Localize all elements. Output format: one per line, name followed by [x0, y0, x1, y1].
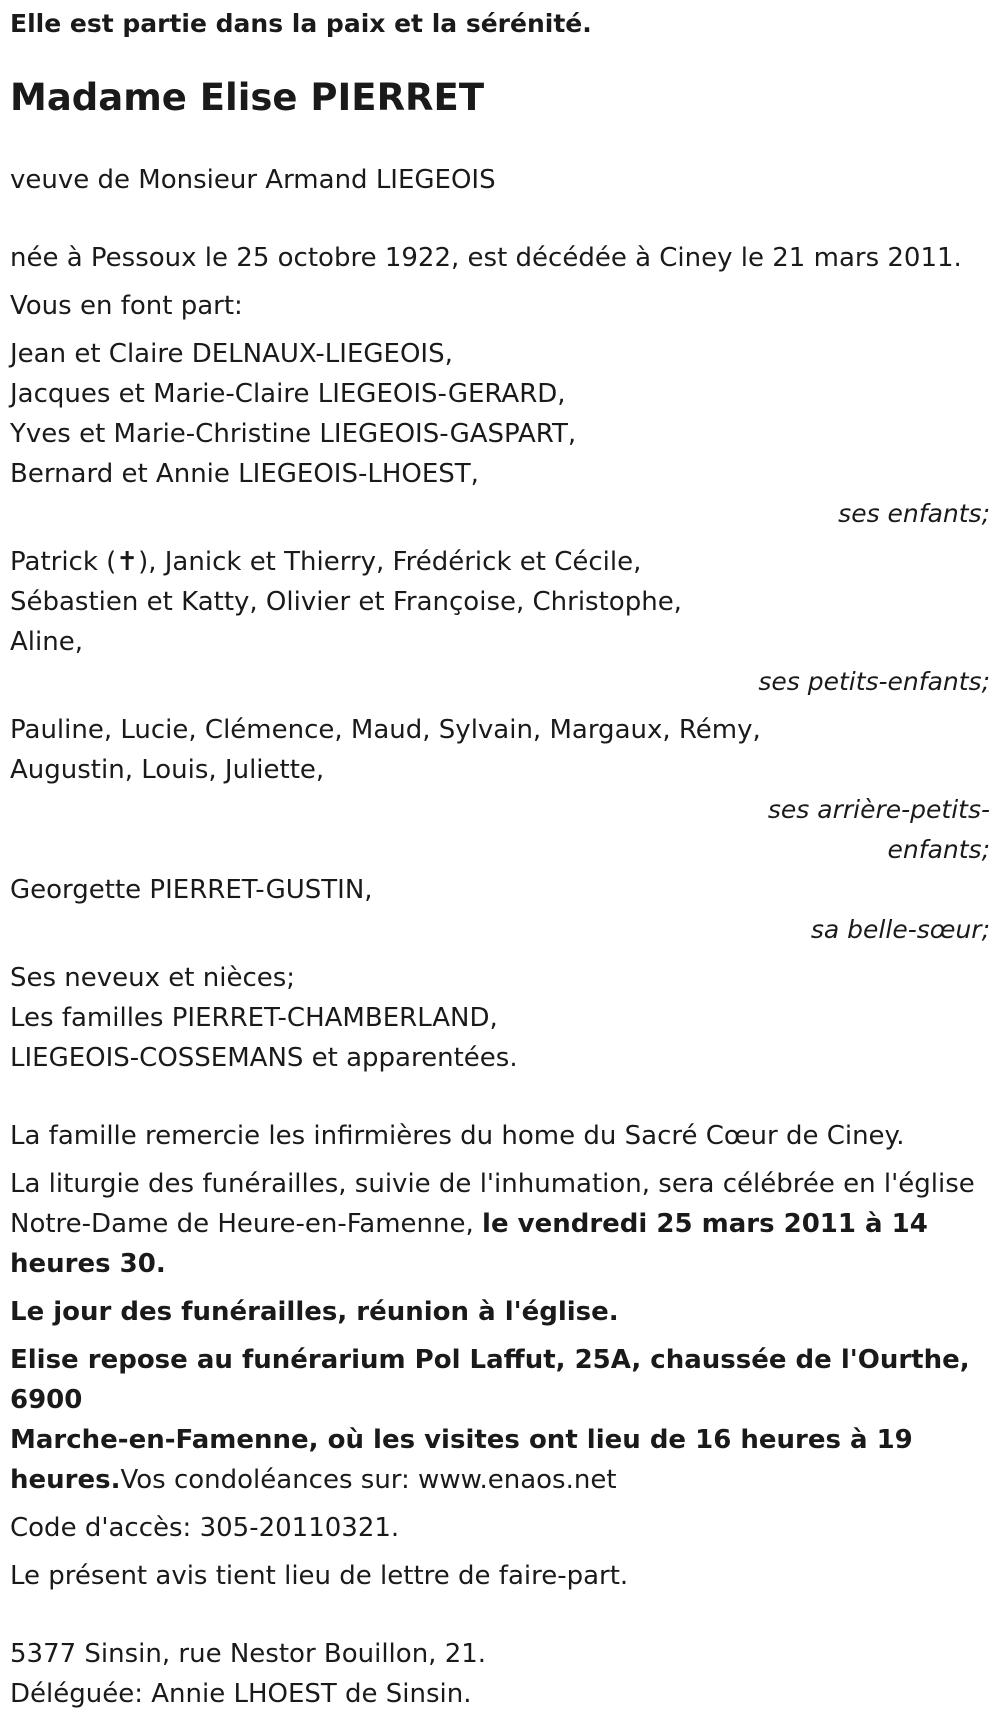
liturgy-time: heures 30. [10, 1249, 166, 1279]
sister-in-law-role: sa belle-sœur; [810, 915, 990, 944]
others-list [10, 958, 990, 1078]
list-item: Les familles PIERRET-CHAMBERLAND, [10, 1003, 498, 1033]
list-item: Sébastien et Katty, Olivier et Françoise, Christophe, [10, 587, 682, 617]
sister-in-law-line: Georgette PIERRET-GUSTIN, [10, 875, 373, 905]
repose-line [10, 1460, 990, 1500]
liturgy-paragraph [10, 1164, 990, 1284]
list-item: Augustin, Louis, Juliette, [10, 755, 325, 785]
repose-paragraph [10, 1340, 990, 1500]
announcement-line: Vous en font part: [10, 291, 243, 321]
list-item: Ses neveux et nièces; [10, 963, 296, 993]
grandchildren-list [10, 542, 990, 662]
notice-letter-line: Le présent avis tient lieu de lettre de faire-part. [10, 1561, 629, 1591]
children-role: ses enfants; [838, 499, 990, 528]
meeting-line: Le jour des funérailles, réunion à l'église. [10, 1297, 619, 1327]
repose-line: Elise repose au funérarium Pol Laffut, 25A, chaussée de l'Ourthe, 6900 [10, 1345, 970, 1415]
great-grandchildren-list [10, 710, 990, 790]
list-item: LIEGEOIS-COSSEMANS et apparentées. [10, 1043, 518, 1073]
thanks-line: La famille remercie les infirmières du home du Sacré Cœur de Ciney. [10, 1121, 905, 1151]
list-item: Bernard et Annie LIEGEOIS-LHOEST, [10, 459, 479, 489]
widow-line: veuve de Monsieur Armand LIEGEOIS [10, 165, 496, 195]
list-item: Jacques et Marie-Claire LIEGEOIS-GERARD, [10, 379, 566, 409]
repose-end: heures. [10, 1465, 121, 1495]
liturgy-line: La liturgie des funérailles, suivie de l'inhumation, sera célébrée en l'église [10, 1169, 975, 1199]
opening-quote: Elle est partie dans la paix et la sérénité. [10, 9, 592, 38]
great-grandchildren-role-line1: ses arrière-petits- [767, 795, 990, 824]
list-item: Jean et Claire DELNAUX-LIEGEOIS, [10, 339, 453, 369]
children-list [10, 334, 990, 494]
access-code-line: Code d'accès: 305-20110321. [10, 1513, 400, 1543]
delegate-line: Déléguée: Annie LHOEST de Sinsin. [10, 1679, 472, 1709]
family-address: 5377 Sinsin, rue Nestor Bouillon, 21. [10, 1639, 487, 1669]
condolences-link[interactable]: Vos condoléances sur: www.enaos.net [120, 1465, 617, 1495]
list-item: Yves et Marie-Christine LIEGEOIS-GASPART, [10, 419, 577, 449]
birth-death-line: née à Pessoux le 25 octobre 1922, est décédée à Ciney le 21 mars 2011. [10, 243, 962, 273]
liturgy-place: Notre-Dame de Heure-en-Famenne, [10, 1209, 483, 1239]
great-grandchildren-role-line2: enfants; [887, 835, 990, 864]
deceased-name: Madame Elise PIERRET [10, 76, 485, 119]
repose-line: Marche-en-Famenne, où les visites ont lieu de 16 heures à 19 [10, 1425, 913, 1455]
liturgy-line [10, 1204, 990, 1244]
list-item: Pauline, Lucie, Clémence, Maud, Sylvain, Margaux, Rémy, [10, 715, 761, 745]
list-item: Patrick (✝), Janick et Thierry, Frédérick et Cécile, [10, 547, 642, 577]
list-item: Aline, [10, 627, 83, 657]
grandchildren-role: ses petits-enfants; [758, 667, 990, 696]
liturgy-date: le vendredi 25 mars 2011 à 14 [482, 1209, 928, 1239]
